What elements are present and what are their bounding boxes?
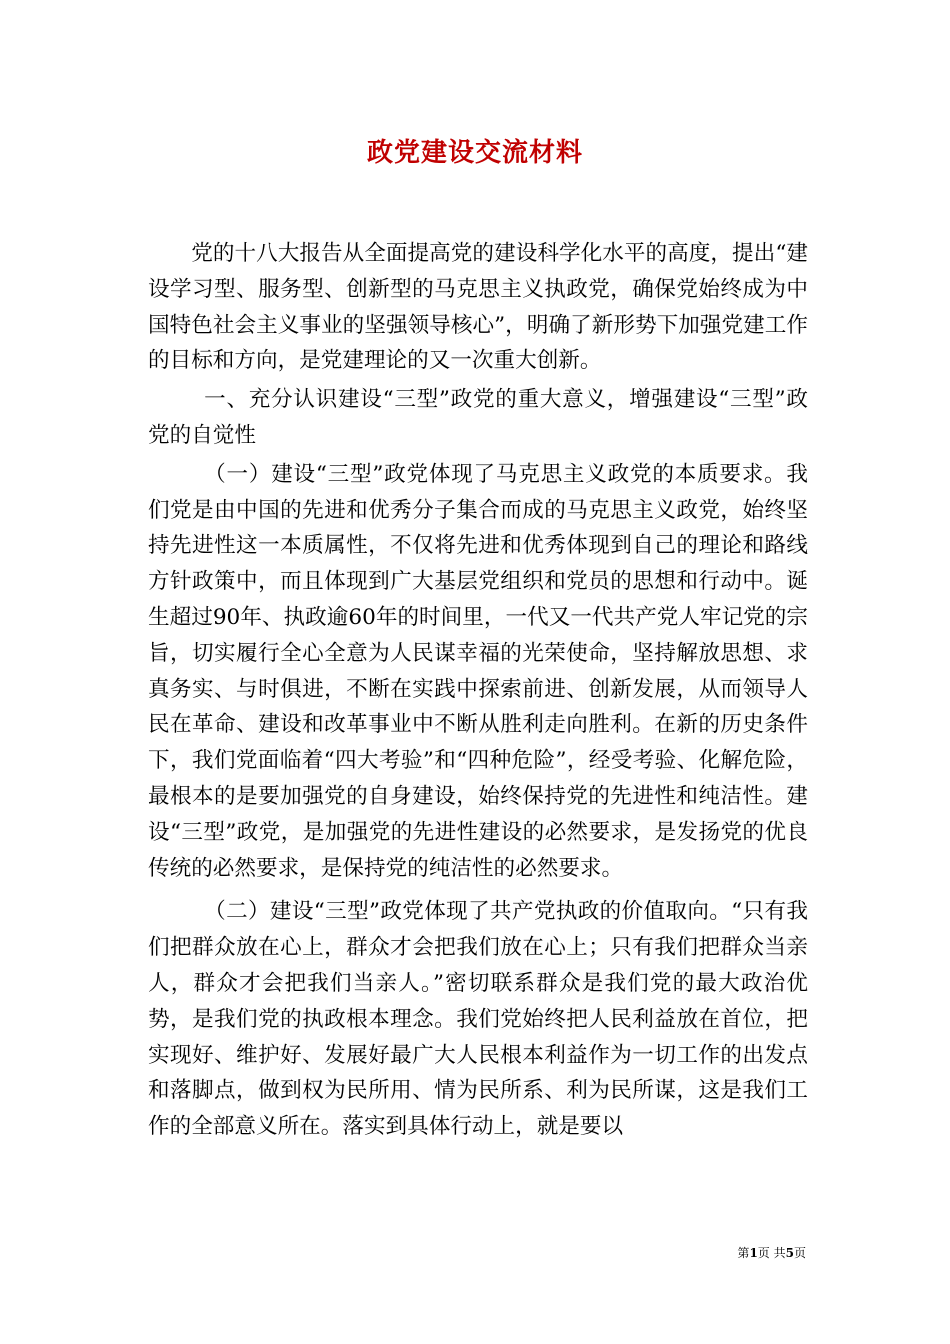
document-title: 政党建设交流材料: [366, 138, 583, 168]
footer-total-pages: 5: [785, 1246, 794, 1260]
intro-paragraph: 党的十八大报告从全面提高党的建设科学化水平的高度，提出“建设学习型、服务型、创新型的马克思主义执政党，确保党始终成为中国特色社会主义事业的坚强领导核心”，明确了新形势下加强党建工作的目标和方向，是党建理论的又一次重大创新。: [148, 241, 808, 374]
subsection-paragraph-2: （二）建设“三型”政党体现了共产党执政的价值取向。“只有我们把群众放在心上，群众才会把我们放在心上；只有我们把群众当亲人，群众才会把我们当亲人。”密切联系群众是我们党的最大政治优势，是我们党的执政根本理念。我们党始终把人民利益放在首位，把实现好、维护好、发展好最广大人民根本利益作为一切工作的出发点和落脚点，做到权为民所用、情为民所系、利为民所谋，这是我们工作的全部意义所在。落实到具体行动上，就是要以: [148, 899, 808, 1140]
footer-suffix: 页: [793, 1246, 806, 1260]
page-footer: [737, 1244, 806, 1261]
footer-prefix: 第: [737, 1246, 750, 1260]
footer-page-number: 1: [749, 1246, 758, 1260]
section-heading-1: 一、充分认识建设“三型”政党的重大意义，增强建设“三型”政党的自觉性: [148, 387, 808, 448]
document-body: [148, 236, 808, 1145]
subsection-paragraph-1: （一）建设“三型”政党体现了马克思主义政党的本质要求。我们党是由中国的先进和优秀分子集合而成的马克思主义政党，始终坚持先进性这一本质属性，不仅将先进和优秀体现到自己的理论和路线方针政策中，而且体现到广大基层党组织和党员的思想和行动中。诞生超过90年、执政逾60年的时间里，一代又一代共产党人牢记党的宗旨，切实履行全心全意为人民谋幸福的光荣使命，坚持解放思想、求真务实、与时俱进，不断在实践中探索前进、创新发展，从而领导人民在革命、建设和改革事业中不断从胜利走向胜利。在新的历史条件下，我们党面临着“四大考验”和“四种危险”，经受考验、化解危险，最根本的是要加强党的自身建设，始终保持党的先进性和纯洁性。建设“三型”政党，是加强党的先进性建设的必然要求，是发扬党的优良传统的必然要求，是保持党的纯洁性的必然要求。: [148, 461, 808, 881]
footer-middle: 页 共: [757, 1246, 786, 1260]
